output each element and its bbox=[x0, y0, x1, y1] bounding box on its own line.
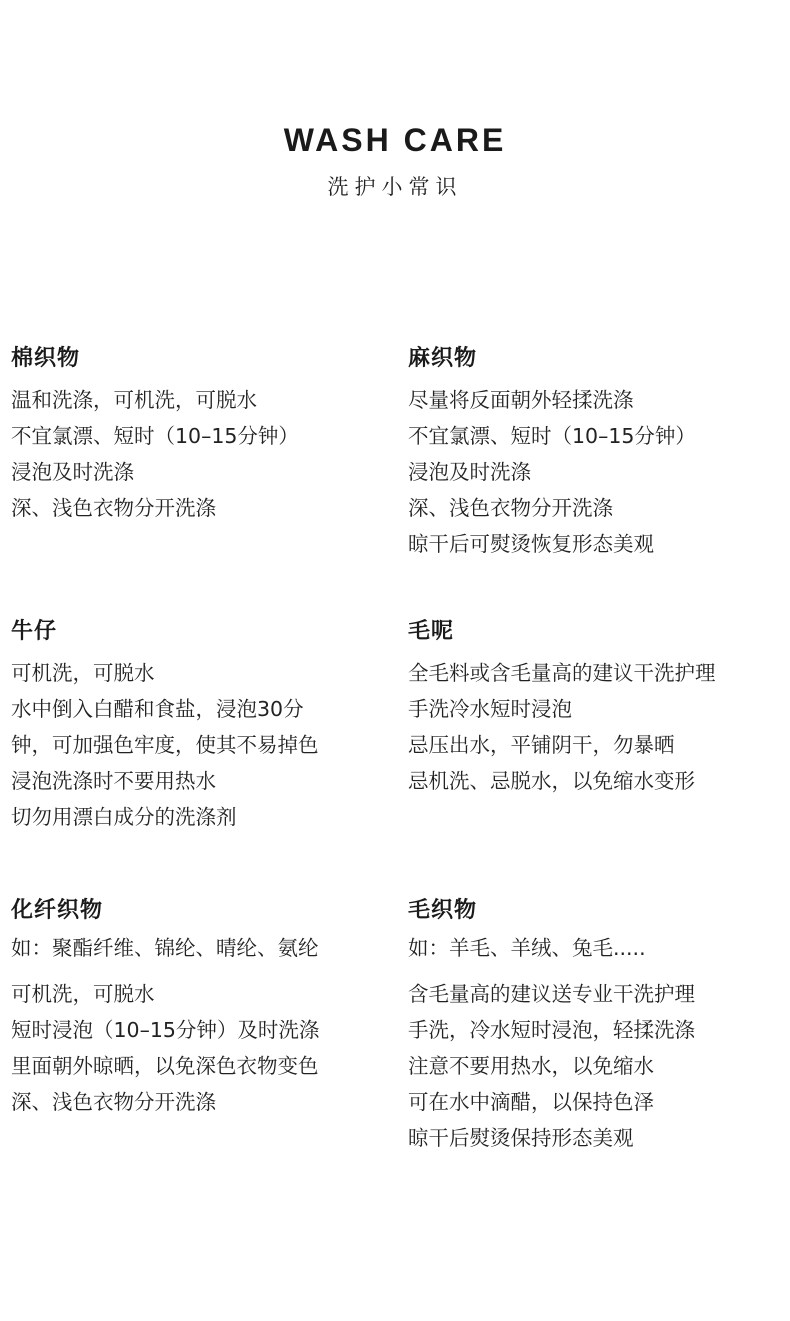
care-line: 不宜氯漂、短时（10–15分钟） bbox=[408, 424, 696, 448]
care-line: 深、浅色衣物分开洗涤 bbox=[11, 1090, 216, 1114]
section-title: 化纤织物 bbox=[11, 898, 104, 923]
care-line: 可机洗，可脱水 bbox=[11, 661, 155, 685]
section-intro: 如：聚酯纤维、锦纶、晴纶、氨纶 bbox=[11, 936, 319, 960]
care-list bbox=[11, 382, 391, 526]
care-line: 手洗冷水短时浸泡 bbox=[408, 697, 572, 721]
section-cotton bbox=[11, 344, 391, 526]
section-title: 毛呢 bbox=[408, 619, 455, 644]
care-line: 注意不要用热水，以免缩水 bbox=[408, 1054, 654, 1078]
care-line: 水中倒入白醋和食盐，浸泡30分 bbox=[11, 697, 304, 721]
care-list bbox=[408, 382, 788, 562]
care-line: 钟，可加强色牢度，使其不易掉色 bbox=[11, 733, 319, 757]
care-line: 深、浅色衣物分开洗涤 bbox=[11, 496, 216, 520]
care-line: 晾干后可熨烫恢复形态美观 bbox=[408, 532, 654, 556]
header bbox=[0, 118, 790, 202]
page-subtitle: 洗护小常识 bbox=[327, 175, 463, 199]
section-wool-fabric bbox=[408, 896, 788, 1156]
section-intro: 如：羊毛、羊绒、兔毛..... bbox=[408, 936, 646, 960]
section-linen bbox=[408, 344, 788, 562]
care-list bbox=[11, 655, 391, 835]
care-line: 含毛量高的建议送专业干洗护理 bbox=[408, 982, 695, 1006]
section-title: 麻织物 bbox=[408, 346, 478, 371]
care-line: 深、浅色衣物分开洗涤 bbox=[408, 496, 613, 520]
section-title: 牛仔 bbox=[11, 619, 58, 644]
care-line: 全毛料或含毛量高的建议干洗护理 bbox=[408, 661, 716, 685]
care-line: 里面朝外晾晒，以免深色衣物变色 bbox=[11, 1054, 319, 1078]
care-line: 忌压出水，平铺阴干，勿暴晒 bbox=[408, 733, 675, 757]
care-line: 尽量将反面朝外轻揉洗涤 bbox=[408, 388, 634, 412]
care-line: 晾干后熨烫保持形态美观 bbox=[408, 1126, 634, 1150]
care-line: 温和洗涤，可机洗，可脱水 bbox=[11, 388, 257, 412]
care-line: 浸泡洗涤时不要用热水 bbox=[11, 769, 216, 793]
care-line: 可机洗，可脱水 bbox=[11, 982, 155, 1006]
page-title: WASH CARE bbox=[283, 122, 507, 158]
care-line: 切勿用漂白成分的洗涤剂 bbox=[11, 805, 237, 829]
care-line: 浸泡及时洗涤 bbox=[408, 460, 531, 484]
care-line: 短时浸泡（10–15分钟）及时洗涤 bbox=[11, 1018, 320, 1042]
section-title: 毛织物 bbox=[408, 898, 478, 923]
care-line: 可在水中滴醋，以保持色泽 bbox=[408, 1090, 654, 1114]
section-synthetic bbox=[11, 896, 391, 1120]
care-list bbox=[408, 655, 788, 799]
section-wool-felt bbox=[408, 617, 788, 799]
section-denim bbox=[11, 617, 391, 835]
care-line: 浸泡及时洗涤 bbox=[11, 460, 134, 484]
section-title: 棉织物 bbox=[11, 346, 81, 371]
care-line: 手洗，冷水短时浸泡，轻揉洗涤 bbox=[408, 1018, 695, 1042]
care-line: 忌机洗、忌脱水，以免缩水变形 bbox=[408, 769, 695, 793]
care-line: 不宜氯漂、短时（10–15分钟） bbox=[11, 424, 299, 448]
